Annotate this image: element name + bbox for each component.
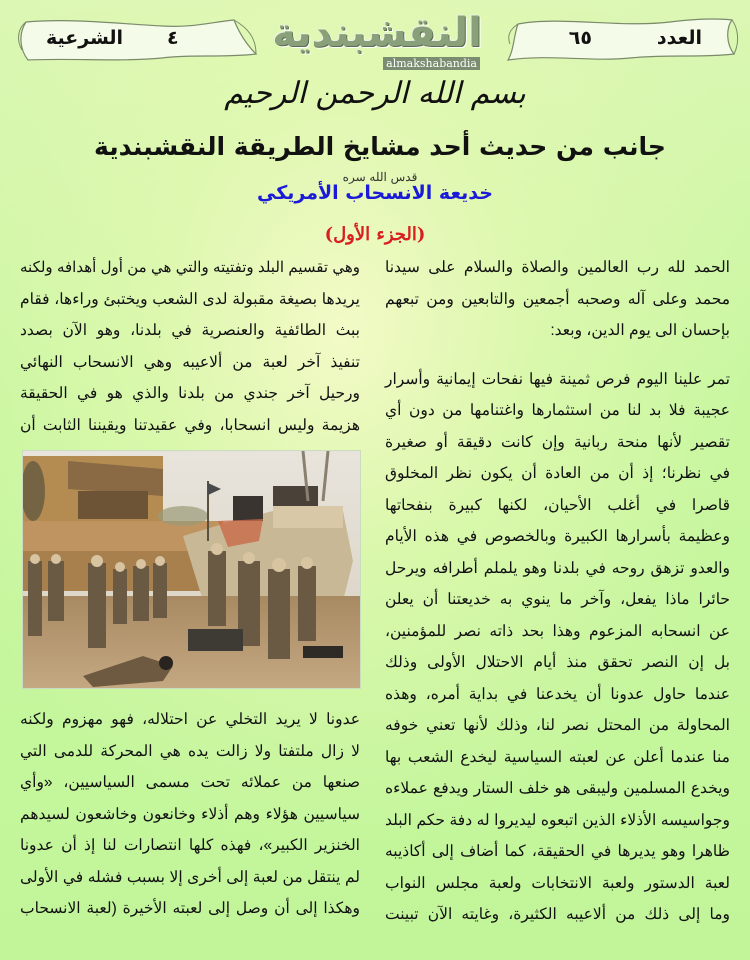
magazine-logo — [268, 8, 486, 70]
text-line: في نظرنا؛ إذ أن من العادة أن يكون نظر المخلوق — [385, 465, 730, 482]
text-line: عن انسحابه المزعوم وهذا بحد ذاته نصر للمؤمنين، — [385, 622, 730, 640]
honorific-calligraphy: قدس الله سره — [342, 170, 418, 184]
text-line: وعظيمة بأسرارها الكبيرة وبالخصوص في هذه الأيام — [385, 528, 730, 545]
left-column-top — [20, 252, 360, 441]
text-line: الحمد لله رب العالمين والصلاة والسلام على سيدنا — [385, 259, 730, 276]
text-line: قاصرا في أغلب الأحيان، لكنها كبيرة بنفحاتها — [385, 496, 730, 514]
text-line: بل إن النصر تحقق منذ أيام الاحتلال الأولى وذلك — [385, 654, 730, 671]
issue-label: العدد — [656, 27, 702, 49]
text-line: وهكذا إلى أن وصل إلى لعبته الأخيرة (لعبة الانسحاب — [20, 900, 360, 917]
issue-ribbon — [500, 14, 740, 64]
page-number: ٤ — [167, 27, 179, 49]
article-photo — [22, 450, 361, 689]
text-line: المحاولة من المحتل نصر لنا، وذلك لأنها تعني خوفه — [385, 717, 730, 734]
text-line: تنفيذ آخر لعبة من ألاعيبه وهي الانسحاب النهائي — [20, 353, 360, 371]
text-line: سياسيين هؤلاء وهم أذلاء وخانعون وخاشعون لسيدهم — [20, 805, 360, 823]
text-line: والعدو تزهق روحه في بلدنا وهو يلملم أطرافه ويرحل — [385, 559, 730, 577]
text-line: لم ينتقل من لعبة إلى أخرى إلا بسبب فشله في الأولى — [20, 868, 360, 886]
text-line: يريدها بصيغة مقبولة لدى الشعب ويختبئ وراءها، فقام — [20, 290, 360, 308]
text-line: ويخدع المسلمين وليبقى هو خلف الستار ويدفع عملاءه — [385, 780, 730, 797]
text-line: وما إلى ذلك من ألاعيبه الكثيرة، وغايته الآن تبينت — [385, 906, 730, 923]
text-line: ظاهرا وهو يديرها في الحقيقة، كما أضاف إلى أكاذيبه — [385, 843, 730, 860]
text-line: تقصير لأنها منحة ربانية وإن كانت دقيقة أو صغيرة — [385, 433, 730, 451]
text-line: ببث الطائفية والعنصرية في بلدنا، وهو الآن بصدد — [20, 322, 360, 339]
ribbon-banner-icon — [500, 14, 740, 64]
issue-number: ٦٥ — [568, 27, 592, 49]
text-line: بإحسان الى يوم الدين، وبعد: — [550, 322, 730, 339]
paragraph-intro — [385, 252, 730, 347]
text-line: عجيبة فلا بد لنا من استثمارها واغتنامها من دون أي — [385, 402, 730, 419]
article-subtitle: خديعة الانسحاب الأمريكي — [257, 182, 493, 204]
article-part-label: (الجزء الأول) — [324, 224, 426, 245]
text-line: عدونا لا يريد التخلي عن احتلاله، فهو مهزوم ولكنه — [20, 711, 360, 728]
text-line: هزيمة وليس انسحابا، وفي عقيدتنا ويقيننا الثابت أن — [20, 416, 360, 434]
text-line: لا زال ملتفتا ولا زالت يده هي المحركة للدمى التي — [20, 742, 360, 760]
text-line: حائرا ماذا يفعل، وآخر ما ينوي به خديعتنا أن يعلن — [385, 591, 730, 608]
text-line: صنعها من عملائه تحت مسمى السياسيين، «وأي — [20, 774, 360, 791]
text-line: الخنزير الكبير»، فهذه كلها انتصارات لنا إذ أن عدونا — [20, 837, 360, 854]
article-title-text: جانب من حديث أحد مشايخ الطريقة النقشبندية — [94, 132, 666, 161]
logo-latin-text: almakshabandia — [383, 57, 480, 70]
text-line: محمد وعلى آله وصحبه أجمعين والتابعين ومن تبعهم — [385, 290, 730, 308]
text-line: ورحيل آخر جندي من بلدنا والذي هو في الحقيقة — [20, 385, 360, 402]
text-line: وهي تقسيم البلد وتفتيته والتي هي من أول أهدافه ولكنه — [20, 259, 360, 276]
left-column-bottom — [20, 704, 360, 925]
text-line: تمر علينا اليوم فرص ثمينة فيها نفحات إيمانية وأسرار — [385, 370, 730, 388]
war-scene-photo-icon — [23, 451, 360, 688]
text-line: لعبة الدستور ولعبة الانتخابات ولعبة مجلس النواب — [385, 874, 730, 892]
section-ribbon — [12, 14, 262, 64]
right-column — [385, 252, 730, 931]
section-name: الشرعية — [46, 27, 124, 49]
text-line: منا عندما أعلن عن لعبته السياسية ليخدع الشعب بها — [385, 748, 730, 766]
text-line: وجواسيسه الأذلاء الذين اتبعوه ليديروا له دفة حكم البلد — [385, 811, 730, 829]
paragraph-main — [385, 364, 730, 931]
text-line: عندما حاول عدونا أن يخدعنا في بداية أمره، وهذه — [385, 685, 730, 703]
basmala-calligraphy: بسم الله الرحمن الرحيم — [224, 76, 526, 111]
logo-arabic-text: النقشبندية — [272, 10, 482, 56]
